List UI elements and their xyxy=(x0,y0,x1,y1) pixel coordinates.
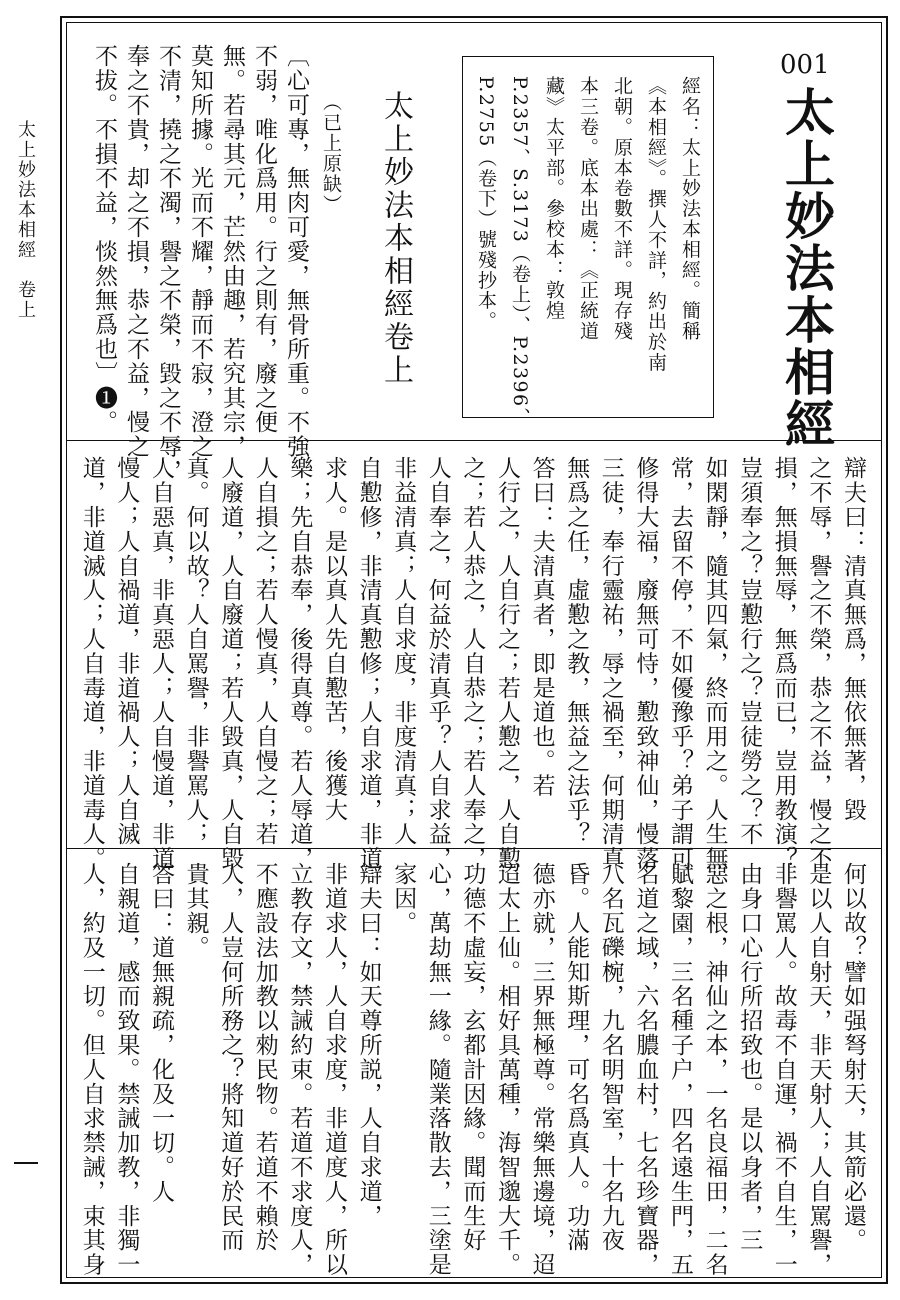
text-column: 之不辱，譽之不榮，恭之不益，慢之不 xyxy=(805,456,832,871)
text-column: 莫知所據。光而不耀，靜而不寂，澄之 xyxy=(187,44,213,459)
text-column: 昏。人能知斯理，可名爲真人。功滿 xyxy=(563,862,590,1253)
text-column: 慢人；人自禍道，非道禍人；人自滅 xyxy=(113,456,140,847)
text-column: 人，人豈何所務之？將知道好於民而 xyxy=(217,862,244,1253)
text-column: 貴其親。 xyxy=(182,862,209,960)
text-column: 如閑靜，隨其四氣，終而用之。人生無 xyxy=(701,456,728,871)
metadata-line: 《本相經》。撰人不詳，約出於南 xyxy=(645,76,667,373)
metadata-line: P.2755（卷下）號殘抄本。 xyxy=(475,76,497,332)
text-column: 辯夫曰：清真無爲，無依無著，毀 xyxy=(840,456,866,822)
entry-number: 001 xyxy=(780,50,830,80)
text-column: 常，去留不停，不如優豫乎？弟子謂可 xyxy=(667,456,693,871)
page-number-dash xyxy=(14,1162,38,1164)
text-column: 由身口心行所招致也。是以身者，三 xyxy=(736,862,763,1253)
entry-title: 太上妙法本相經 xyxy=(777,86,836,450)
text-column: 非益清真；人自求度，非度清真；人 xyxy=(390,456,417,847)
text-column: 人自惡真，非真惡人；人自慢道，非道 xyxy=(148,456,174,871)
text-column: 之；若人恭之，人自恭之；若人奉之， xyxy=(459,456,486,871)
text-column: 不拔。不損不益，惔然無爲也〕❶。 xyxy=(91,44,117,435)
running-head: 太上妙法本相經 卷上 xyxy=(15,120,36,320)
text-column: 道，非道滅人；人自毒道，非道毒人。 xyxy=(78,456,105,871)
metadata-line: 北朝。原本卷數不詳。現存殘 xyxy=(611,76,633,342)
text-column: 何以故？譬如强弩射天，其箭必還。 xyxy=(840,862,866,1253)
text-column: 心，萬劫無一緣。隨業落散去，三塗是 xyxy=(424,862,451,1277)
text-column: 人自奉之，何益於清真乎？人自求益， xyxy=(424,456,451,871)
metadata-line: 藏》太平部。參校本：敦煌 xyxy=(543,76,565,321)
lost-text-note: （已上原缺） xyxy=(320,92,342,215)
text-column: 豈須奉之？豈懃行之？豈徒勞之？不 xyxy=(736,456,763,847)
text-column: 惡之根，神仙之本，一名良福田，二名 xyxy=(701,862,728,1277)
text-column: 不弱，唯化爲用。行之則有，廢之便 xyxy=(251,44,277,435)
text-column: 功德不虛妄，玄都計因緣。聞而生好 xyxy=(459,862,486,1253)
text-column: 奉之不貴，却之不損，恭之不益，慢之 xyxy=(123,44,149,459)
text-column: 修得大福，廢無可恃，懃致神仙，慢落 xyxy=(632,456,659,871)
text-column: 是以人自射天，非天射人；人自罵譽， xyxy=(805,862,832,1277)
text-column: 求人。是以真人先自懃苦，後獲大 xyxy=(321,456,347,822)
text-column: 無爲之任，虛懃之教，無益之法乎？ xyxy=(563,456,590,847)
text-column: 辯夫曰：如天尊所説，人自求道， xyxy=(355,862,382,1228)
text-column: 立教存文，禁誡約束。若道不求度人， xyxy=(286,862,313,1277)
text-column: 不清，撓之不濁，譽之不榮，毀之不辱， xyxy=(155,44,181,484)
text-column: 三徒，奉行靈祐，辱之禍至，何期清真 xyxy=(597,456,624,871)
text-column: 人自損之；若人慢真，人自慢之；若 xyxy=(251,456,278,847)
text-column: 人，約及一切。但人自求禁誡，束其身 xyxy=(78,862,105,1277)
metadata-line: 本三卷。底本出處：《正統道 xyxy=(577,76,599,342)
text-column: 答曰：夫清真者，即是道也。若 xyxy=(528,456,555,798)
text-column: 自親道，感而致果。禁誡加教，非獨一 xyxy=(113,862,140,1277)
text-column: 名道之域，六名膿血村，七名珍寶器， xyxy=(632,862,659,1277)
text-column: 八名瓦礫椀，九名明智室，十名九夜 xyxy=(597,862,624,1253)
metadata-line: P.2357、S.3173（卷上）、P.2396、 xyxy=(509,76,531,428)
volume-title: 太上妙法本相經卷上 xyxy=(378,90,413,387)
text-column: 無。若尋其元，芒然由趣，若究其宗， xyxy=(219,44,245,459)
text-column: 家因。 xyxy=(390,862,417,936)
text-column: 德亦就，三界無極尊。常樂無邊境，迢 xyxy=(528,862,555,1277)
text-column: 〔心可專，無肉可愛，無骨所重。不強 xyxy=(283,44,309,459)
text-column: 非道求人，人自求度，非道度人，所以 xyxy=(321,862,347,1277)
text-column: 人廢道，人自廢道；若人毀真，人自毀 xyxy=(217,456,244,871)
text-column: 非譽罵人。故毒不自運，禍不自生，一 xyxy=(770,862,797,1277)
text-column: 答曰：道無親疏，化及一切。人 xyxy=(148,862,174,1204)
text-column: 人行之，人自行之；若人懃之，人自懃 xyxy=(494,456,520,871)
text-column: 自懃修，非清真懃修；人自求道，非道 xyxy=(355,456,382,871)
text-column: 賦黎園，三名種子户，四名遠生門，五 xyxy=(667,862,693,1277)
text-column: 不應設法加教以勑民物。若道不賴於 xyxy=(251,862,278,1253)
text-column: 樂；先自恭奉，後得真尊。若人辱道， xyxy=(286,456,313,871)
text-column: 損，無損無辱，無爲而已，豈用教演？ xyxy=(770,456,797,871)
text-column: 迢太上仙。相好具萬種，海智邈大千。 xyxy=(494,862,520,1277)
text-column: 真。何以故？人自罵譽，非譽罵人； xyxy=(182,456,209,847)
metadata-line: 經名：太上妙法本相經。簡稱 xyxy=(679,76,701,342)
